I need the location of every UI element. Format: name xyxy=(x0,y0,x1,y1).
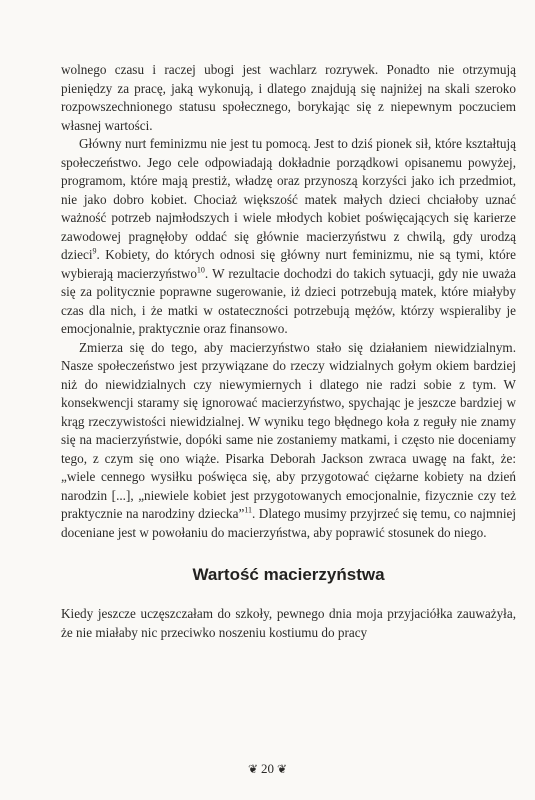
paragraph-3-text-b: . Dlatego musimy przyjrzeć się temu, co najmniej doceniane jest w powołaniu do macierzyństwa, aby poprawić stosunek do niego. xyxy=(61,506,516,540)
left-flower-ornament-icon: ❦ xyxy=(247,761,258,776)
footnote-ref-11: 11 xyxy=(244,505,253,515)
section-heading: Wartość macierzyństwa xyxy=(192,565,385,584)
paragraph-3-text-a: Zmierza się do tego, aby macierzyństwo stało się działaniem niewidzialnym. Nasze społeczeństwo jest przywiązane do rzeczy widzialnych gołym okiem bardziej niż do niewidzialnych czy niewymiernych i dlatego nie radzi sobie z tym. W konsekwencji staramy się ignorować macierzyństwo, spychając je jeszcze bardziej w krąg rzeczywistości niewidzialnej. W wyniku tego błędnego koła z reguły nie znamy się na macierzyństwie, dopóki same nie zostaniemy matkami, i często nie doceniamy tego, z czym się ono wiąże. Pisarka Deborah Jackson zwraca uwagę na fakt, że: „wiele cennego wysiłku poświęca się, aby przygotować ciężarne kobiety na dzień narodzin [...], „niewiele kobiet jest przygotowanych emocjonalnie, fizycznie czy też praktycznie na narodziny dziecka” xyxy=(61,339,516,521)
page-number: 20 xyxy=(261,761,274,777)
right-flower-ornament-icon: ❦ xyxy=(277,761,288,776)
section-paragraph xyxy=(61,605,516,642)
footnote-ref-10: 10 xyxy=(196,265,205,275)
paragraph-1 xyxy=(61,61,516,135)
section-paragraph-text: Kiedy jeszcze uczęszczałam do szkoły, pewnego dnia moja przyjaciółka zauważyła, że nie miałaby nic przeciwko noszeniu kostiumu do pracy xyxy=(61,606,516,640)
paragraph-2-text-a: Główny nurt feminizmu nie jest tu pomocą. Jest to dziś pionek sił, które kształtują społeczeństwo. Jego cele odpowiadają dokładnie porządkowi opisanemu powyżej, programom, które mają prestiż, władzę oraz przynoszą korzyści jako ich przedmiot, nie jako dobro kobiet. Chociaż większość matek małych dzieci chciałoby uznać ważność potrzeb najmłodszych i wiele młodych kobiet poświęcających się karierze zawodowej pragnęłoby oddać się głównie macierzyństwu z chwilą, gdy urodzą dzieci xyxy=(61,136,516,262)
footnote-ref-9: 9 xyxy=(92,246,97,256)
paragraph-3 xyxy=(61,339,516,543)
paragraph-2-text-c: . W rezultacie dochodzi do takich sytuacji, gdy nie uważa się za politycznie poprawne sugerowanie, iż dzieci potrzebują matek, które miałyby czas dla nich, i że matki w ostateczności potrzebują mężów, którzy wspieraliby je emocjonalnie, praktycznie oraz finansowo. xyxy=(61,265,516,336)
paragraph-2-text-b: . Kobiety, do których odnosi się główny nurt feminizmu, nie są tymi, które wybierają macierzyństwo xyxy=(61,247,516,281)
body-text xyxy=(61,61,516,642)
page-footer xyxy=(0,760,535,777)
paragraph-2 xyxy=(61,135,516,339)
paragraph-1-text: wolnego czasu i raczej ubogi jest wachlarz rozrywek. Ponadto nie otrzymują pieniędzy za pracę, jaką wykonują, i dlatego znajdują się najniżej na skali szeroko rozpowszechnionego statusu społecznego, borykając się z niepewnym poczuciem własnej wartości. xyxy=(61,62,516,133)
